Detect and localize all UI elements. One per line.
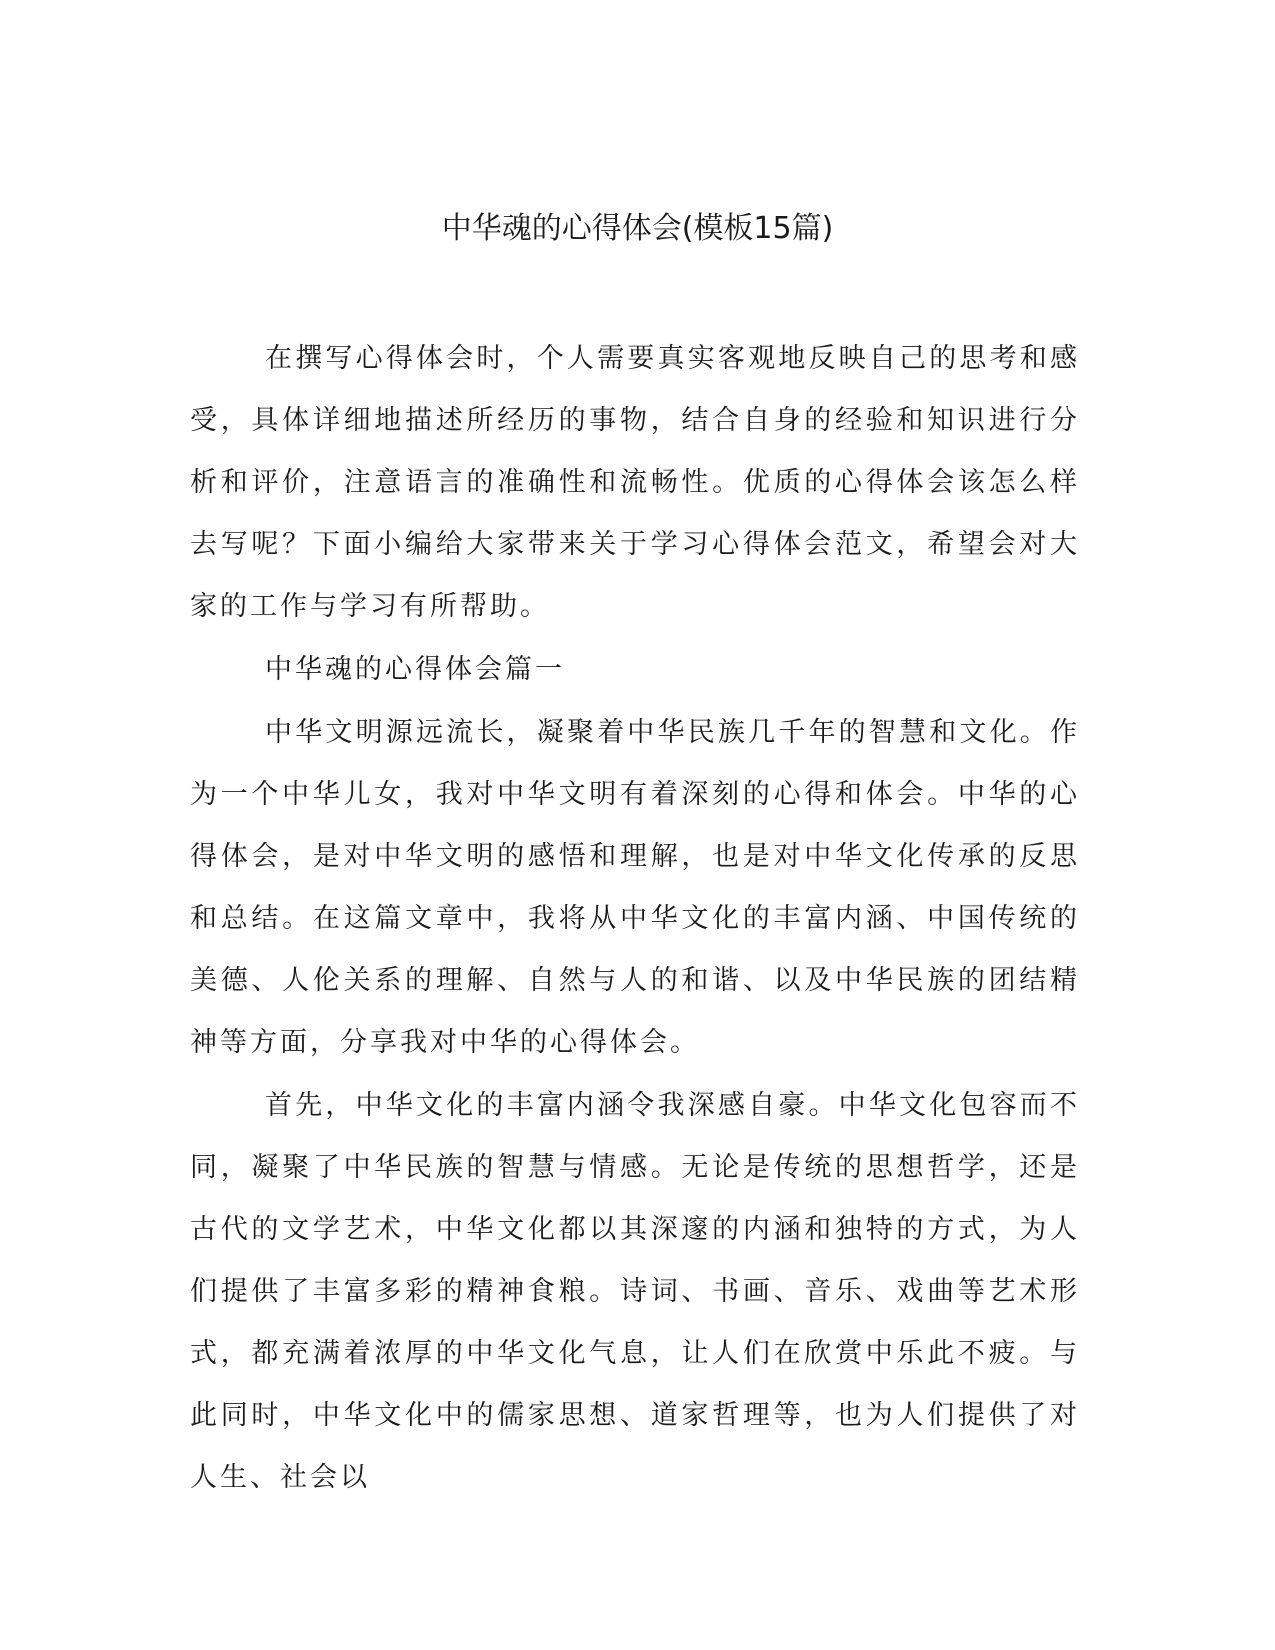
- document-title: 中华魂的心得体会(模板15篇): [441, 211, 834, 246]
- section-heading: 中华魂的心得体会篇一: [265, 654, 565, 685]
- body-paragraph: 首先，中华文化的丰富内涵令我深感自豪。中华文化包容而不同，凝聚了中华民族的智慧与情感。无论是传统的思想哲学，还是古代的文学艺术，中华文化都以其深邃的内涵和独特的方式，为人们提供了丰富多彩的精神食粮。诗词、书画、音乐、戏曲等艺术形式，都充满着浓厚的中华文化气息，让人们在欣赏中乐此不疲。与此同时，中华文化中的儒家思想、道家哲理等，也为人们提供了对人生、社会以: [190, 1090, 1080, 1493]
- intro-paragraph: 在撰写心得体会时，个人需要真实客观地反映自己的思考和感受，具体详细地描述所经历的事物，结合自身的经验和知识进行分析和评价，注意语言的准确性和流畅性。优质的心得体会该怎么样去写呢？下面小编给大家带来关于学习心得体会范文，希望会对大家的工作与学习有所帮助。: [190, 343, 1080, 622]
- body-paragraph: 中华文明源远流长，凝聚着中华民族几千年的智慧和文化。作为一个中华儿女，我对中华文明有着深刻的心得和体会。中华的心得体会，是对中华文明的感悟和理解，也是对中华文化传承的反思和总结。在这篇文章中，我将从中华文化的丰富内涵、中国传统的美德、人伦关系的理解、自然与人的和谐、以及中华民族的团结精神等方面，分享我对中华的心得体会。: [190, 717, 1080, 1058]
- document-body: [190, 328, 1080, 1510]
